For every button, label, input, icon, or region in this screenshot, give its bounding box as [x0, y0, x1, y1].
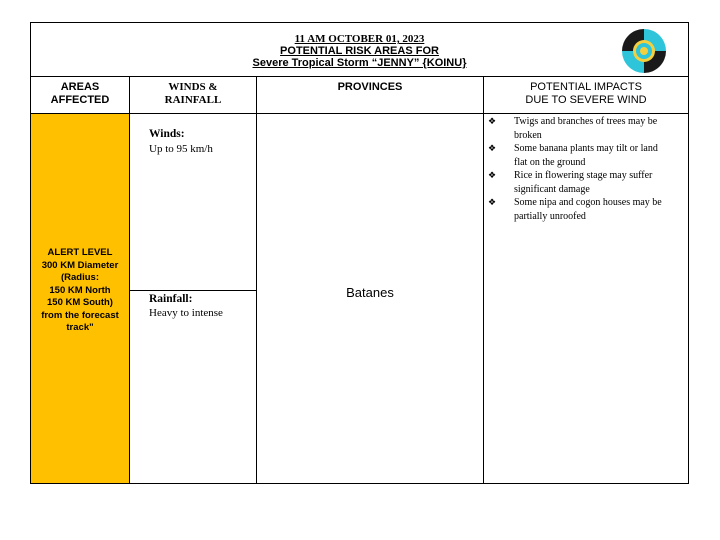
bullet-icon: ❖: [488, 170, 497, 180]
report-time: 11 AM OCTOBER 01, 2023: [294, 33, 425, 45]
list-item: ❖ Some banana plants may tilt or land flat on the ground: [488, 143, 658, 168]
header-potential-impacts: POTENTIAL IMPACTS DUE TO SEVERE WIND: [525, 81, 647, 106]
storm-name: Severe Tropical Storm “JENNY” {KOINU}: [252, 57, 467, 69]
header-winds-rainfall: WINDS & RAINFALL: [164, 81, 222, 106]
list-item: ❖ Some nipa and cogon houses may be partially unroofed: [488, 197, 662, 222]
list-item: ❖ Rice in flowering stage may suffer significant damage: [488, 170, 653, 195]
winds-value: Up to 95 km/h: [149, 143, 213, 155]
province-name: Batanes: [346, 285, 394, 300]
impacts-list: [486, 115, 686, 223]
bullet-icon: ❖: [488, 197, 497, 207]
table-header: [31, 23, 688, 77]
grid-line: [483, 77, 484, 483]
rainfall-value: Heavy to intense: [149, 307, 223, 319]
list-item: ❖ Twigs and branches of trees may be broken: [488, 116, 658, 141]
rainfall-label: Rainfall:: [149, 293, 193, 305]
agency-seal-icon: [622, 29, 666, 73]
risk-table: [30, 22, 689, 484]
grid-line: [129, 77, 130, 483]
bullet-icon: ❖: [488, 116, 497, 126]
winds-label: Winds:: [149, 128, 185, 140]
grid-line: [130, 290, 256, 291]
bullet-icon: ❖: [488, 143, 497, 153]
alert-level-text: ALERT LEVEL 300 KM Diameter (Radius: 150 KM North 150 KM South) from the forecast track": [41, 247, 119, 333]
grid-line: [256, 77, 257, 483]
report-title: POTENTIAL RISK AREAS FOR: [280, 45, 439, 57]
alert-level-cell: [31, 114, 129, 483]
header-provinces: PROVINCES: [337, 81, 403, 93]
header-areas-affected: AREAS AFFECTED: [50, 81, 110, 106]
